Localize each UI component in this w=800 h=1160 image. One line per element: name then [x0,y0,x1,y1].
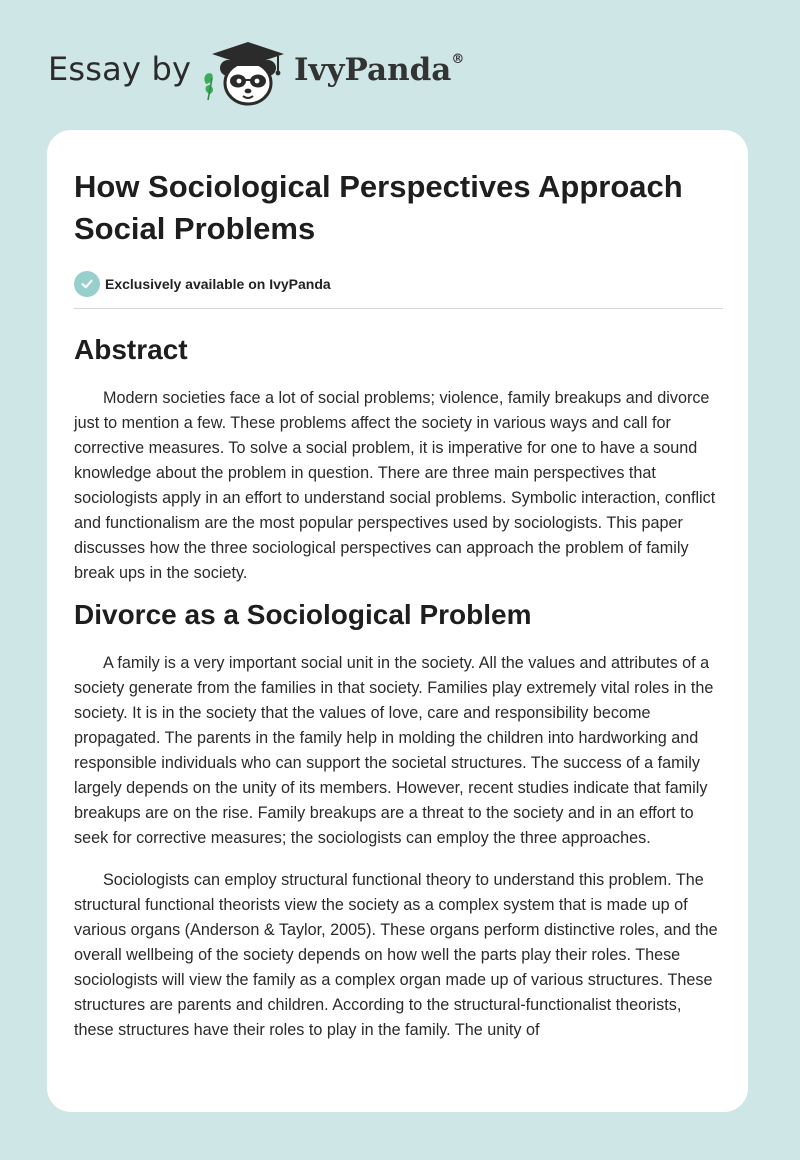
site-logo[interactable] [48,38,468,108]
essay-title: How Sociological Perspectives Approach Social Problems [74,169,683,246]
paragraph: A family is a very important social unit in the society. All the values and attributes of a society generate from the families in that society. Families play extremely vital roles in the society. It is in the society that the values of love, care and responsibility become propagated. The parents in the family help in molding the children into hardworking and responsible individuals who can support the societal structures. The success of a family largely depends on the unity of its members. However, recent studies indicate that family breakups are on the rise. Family breakups are a threat to the society and in an effort to seek for corrective measures; the sociologists can employ the three approaches. [74,654,714,847]
paragraph: Sociologists can employ structural functional theory to understand this problem. The structural functional theorists view the society as a complex system that is made up of various organs (Anderson & Taylor, 2005). These organs perform distinctive roles, and the overall wellbeing of the society depends on how well the parts play their roles. These sociologists will view the family as a complex organ made up of various structures. These structures are parents and children. According to the structural-functionalist theorists, these structures have their roles to play in the family. The unity of [74,871,718,1039]
exclusive-badge [74,270,723,298]
logo-prefix: Essay by [48,50,192,88]
badge-text: Exclusively available on IvyPanda [105,276,331,292]
essay-card [47,130,748,1112]
title-divider [74,308,723,309]
panda-mascot-icon [200,38,292,108]
logo-brand: IvyPanda® [294,51,465,88]
section-heading-abstract: Abstract [74,334,188,365]
essay-content [74,166,723,1043]
paragraph: Modern societies face a lot of social problems; violence, family breakups and divorce just to mention a few. These problems affect the society in various ways and call for corrective measures. To solve a social problem, it is imperative for one to have a sound knowledge about the problem in question. There are three main perspectives that sociologists apply in an effort to understand social problems. Symbolic interaction, conflict and functionalism are the most popular perspectives used by sociologists. This paper discusses how the three sociological perspectives can approach the problem of family break ups in the society. [74,389,716,582]
check-icon [74,271,100,297]
section-heading-divorce: Divorce as a Sociological Problem [74,599,532,630]
